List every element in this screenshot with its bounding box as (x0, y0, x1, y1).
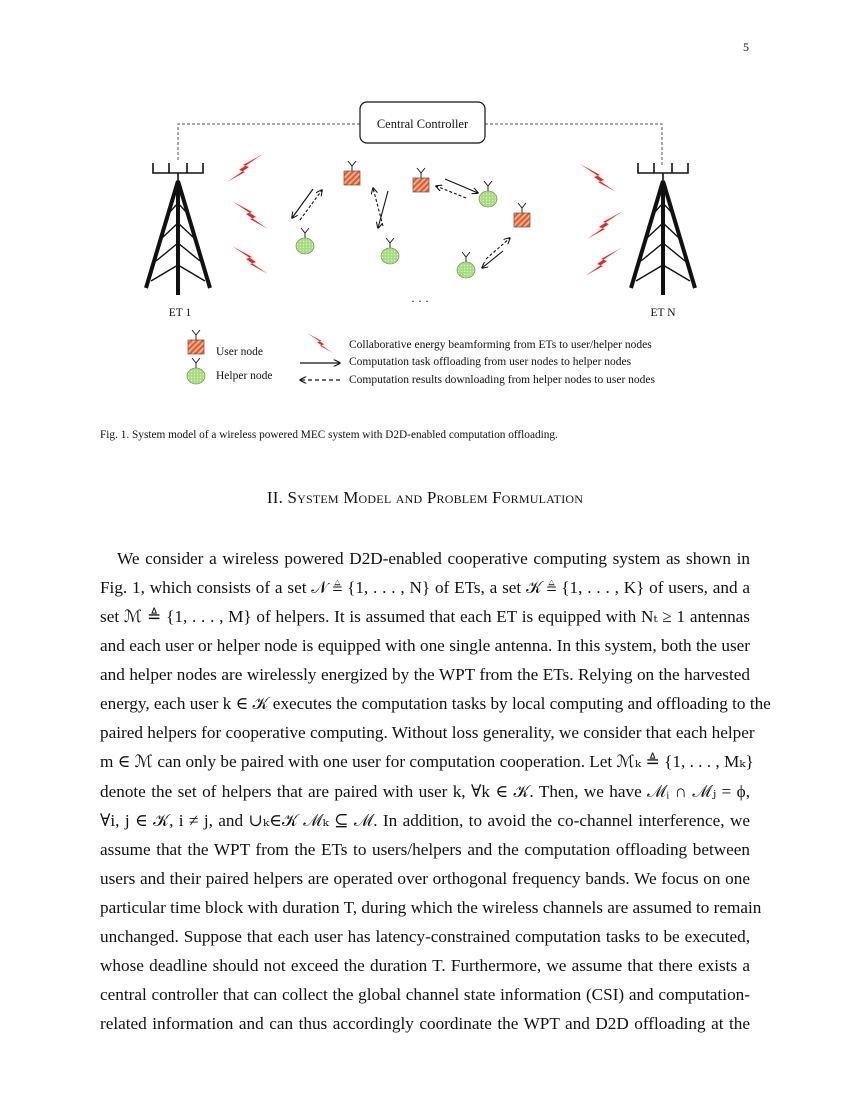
text-line: whose deadline should not exceed the duration T. Furthermore, we assume that there exists a (100, 955, 750, 975)
svg-text:Central Controller: Central Controller (376, 117, 469, 131)
text-line: set ℳ ≜ {1, . . . , M} of helpers. It is assumed that each ET is equipped with Nₜ ≥ 1 antennas (100, 607, 750, 627)
text-line: ∀i, j ∈ 𝒦, i ≠ j, and ∪ₖ∈𝒦 ℳₖ ⊆ ℳ. In addition, to avoid the co-channel interference, we (100, 810, 750, 830)
text-line: unchanged. Suppose that each user has latency-constrained computation tasks to be executed, (100, 926, 750, 946)
text-line: related information and can thus accordingly coordinate the WPT and D2D offloading at the (100, 1014, 750, 1033)
system-model-figure (0, 0, 850, 420)
tower-icon-etn (631, 163, 695, 295)
text-line: particular time block with duration T, during which the wireless channels are assumed to remain (100, 897, 762, 917)
svg-text:Computation results downloadin: Computation results downloading from helper nodes to user nodes (349, 374, 655, 386)
user-node-icons (344, 161, 530, 227)
page-number: 5 (743, 40, 749, 54)
tower-icon-et1 (146, 163, 210, 295)
figure-caption: Fig. 1. System model of a wireless powered MEC system with D2D-enabled computation offloading. (100, 429, 558, 441)
offload-arrows (292, 179, 510, 268)
text-line: m ∈ ℳ can only be paired with one user for computation cooperation. Let ℳₖ ≜ {1, . . . , Mₖ} (100, 752, 754, 772)
text-line: paired helpers for cooperative computing. Without loss generality, we consider that each helper (100, 723, 755, 743)
central-controller (360, 102, 485, 143)
text-line: We consider a wireless powered D2D-enabled cooperative computing system as shown in (117, 549, 750, 568)
text-line: users and their paired helpers are operated over orthogonal frequency bands. We focus on one (100, 868, 750, 888)
legend (187, 330, 656, 386)
ellipsis: · · · (411, 294, 429, 308)
helper-node-icons (296, 181, 497, 278)
text-line: central controller that can collect the global channel state information (CSI) and computation- (100, 984, 750, 1004)
svg-text:Computation task offloading fr: Computation task offloading from user nodes to helper nodes (349, 356, 632, 368)
lightning-icon (307, 333, 332, 353)
section-heading: II. System Model and Problem Formulation (266, 488, 584, 507)
text-line: denote the set of helpers that are paired with user k, ∀k ∈ 𝒦. Then, we have ℳᵢ ∩ ℳⱼ = ϕ, (100, 781, 750, 801)
body-paragraph (100, 544, 771, 1038)
text-line: and each user or helper node is equipped with one single antenna. In this system, both the user (100, 636, 750, 656)
helper-node-icon (187, 358, 205, 384)
et1-label: ET 1 (168, 307, 192, 319)
etn-label: ET N (650, 307, 676, 319)
lightning-icons (227, 154, 623, 276)
text-line: Fig. 1, which consists of a set 𝒩 ≜ {1, . . . , N} of ETs, a set 𝒦 ≜ {1, . . . , K} of users, and a (100, 578, 750, 598)
svg-text:Collaborative energy beamformi: Collaborative energy beamforming from ETs to user/helper nodes (349, 339, 652, 351)
text-line: assume that the WPT from the ETs to users/helpers and the computation offloading between (100, 839, 750, 859)
svg-text:User node: User node (216, 346, 263, 358)
svg-text:Helper node: Helper node (216, 370, 273, 382)
user-node-icon (188, 330, 204, 354)
text-line: energy, each user k ∈ 𝒦 executes the computation tasks by local computing and offloading to the (100, 694, 771, 714)
text-line: and helper nodes are wirelessly energized by the WPT from the ETs. Relying on the harvested (100, 665, 750, 685)
